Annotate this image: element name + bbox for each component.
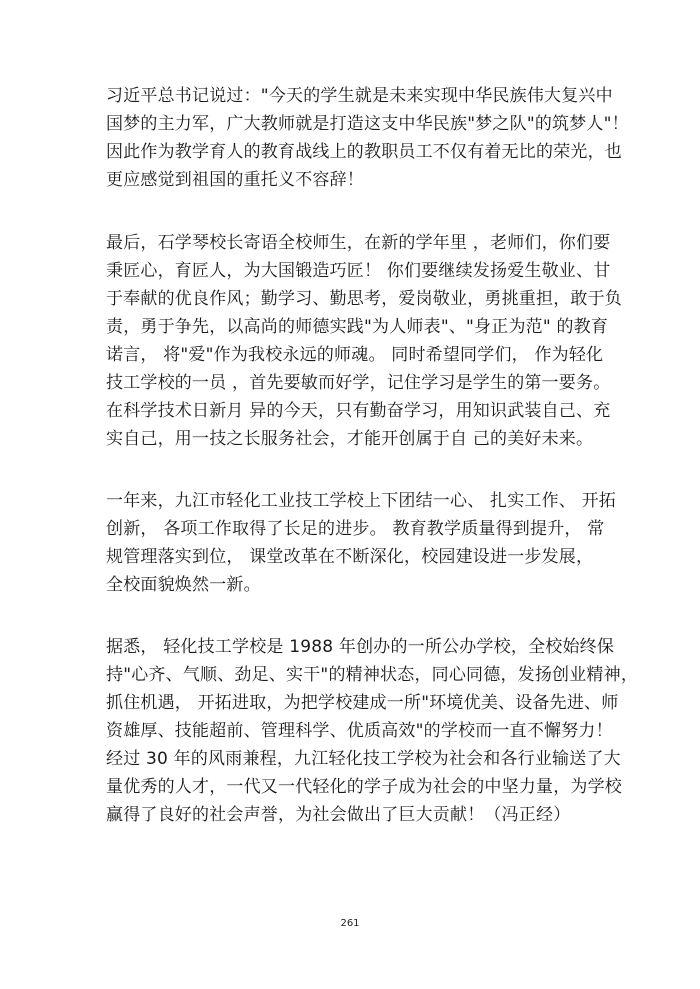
text-line: 实自己，用一技之长服务社会，才能开创属于自 己的美好未来。 xyxy=(106,429,594,449)
text-line: 全校面貌焕然一新。 xyxy=(106,575,261,595)
text-line: 创新， 各项工作取得了长足的进步。 教育教学质量得到提升， 常 xyxy=(106,519,605,539)
text-line: 持"心齐、气顺、劲足、实干"的精神状态，同心同德，发扬创业精神， xyxy=(106,665,639,685)
text-line: 量优秀的人才，一代又一代轻化的学子成为社会的中坚力量，为学校 xyxy=(106,777,622,797)
text-line: 据悉， 轻化技工学校是 1988 年创办的一所公办学校，全校始终保 xyxy=(106,637,615,657)
text-line: 经过 30 年的风雨兼程，九江轻化技工学校为社会和各行业输送了大 xyxy=(106,749,621,769)
text-line: 技工学校的一员 ，首先要敏而好学，记住学习是学生的第一要务。 xyxy=(106,373,611,393)
text-line: 赢得了良好的社会声誉，为社会做出了巨大贡献！（冯正经） xyxy=(106,805,571,825)
text-line: 诺言， 将"爱"作为我校永远的师魂。 同时希望同学们， 作为轻化 xyxy=(106,345,604,365)
text-line: 因此作为教学育人的教育战线上的教职员工不仅有着无比的荣光，也 xyxy=(106,142,622,162)
text-line: 秉匠心，育匠人，为大国锻造巧匠！ 你们要继续发扬爱生敬业、甘 xyxy=(106,261,611,281)
text-line: 国梦的主力军，广大教师就是打造这支中华民族"梦之队"的筑梦人"！ xyxy=(106,114,629,134)
text-line: 更应感觉到祖国的重托义不容辞！ xyxy=(106,170,364,190)
text-line: 一年来，九江市轻化工业技工学校上下团结一心、 扎实工作、 开拓 xyxy=(106,491,617,511)
text-line: 于奉献的优良作风；勤学习、勤思考，爱岗敬业，勇挑重担，敢于负 xyxy=(106,289,622,309)
paragraph-3 xyxy=(106,487,617,599)
paragraph-1 xyxy=(106,82,629,194)
text-line: 习近平总书记说过："今天的学生就是未来实现中华民族伟大复兴中 xyxy=(106,86,613,106)
text-line: 最后，石学琴校长寄语全校师生，在新的学年里 ，老师们，你们要 xyxy=(106,233,611,253)
text-line: 抓住机遇， 开拓进取，为把学校建成一所"环境优美、设备先进、师 xyxy=(106,693,619,713)
paragraph-2 xyxy=(106,229,622,453)
text-line: 责，勇于争先，以高尚的师德实践"为人师表"、"身正为范" 的教育 xyxy=(106,317,609,337)
page-number: 261 xyxy=(340,918,360,929)
text-line: 规管理落实到位， 课堂改革在不断深化，校园建设进一步发展， xyxy=(106,547,594,567)
text-line: 在科学技术日新月 异的今天，只有勤奋学习，用知识武装自己、充 xyxy=(106,401,611,421)
text-line: 资雄厚、技能超前、管理科学、优质高效"的学校而一直不懈努力！ xyxy=(106,721,613,741)
paragraph-4 xyxy=(106,633,639,829)
